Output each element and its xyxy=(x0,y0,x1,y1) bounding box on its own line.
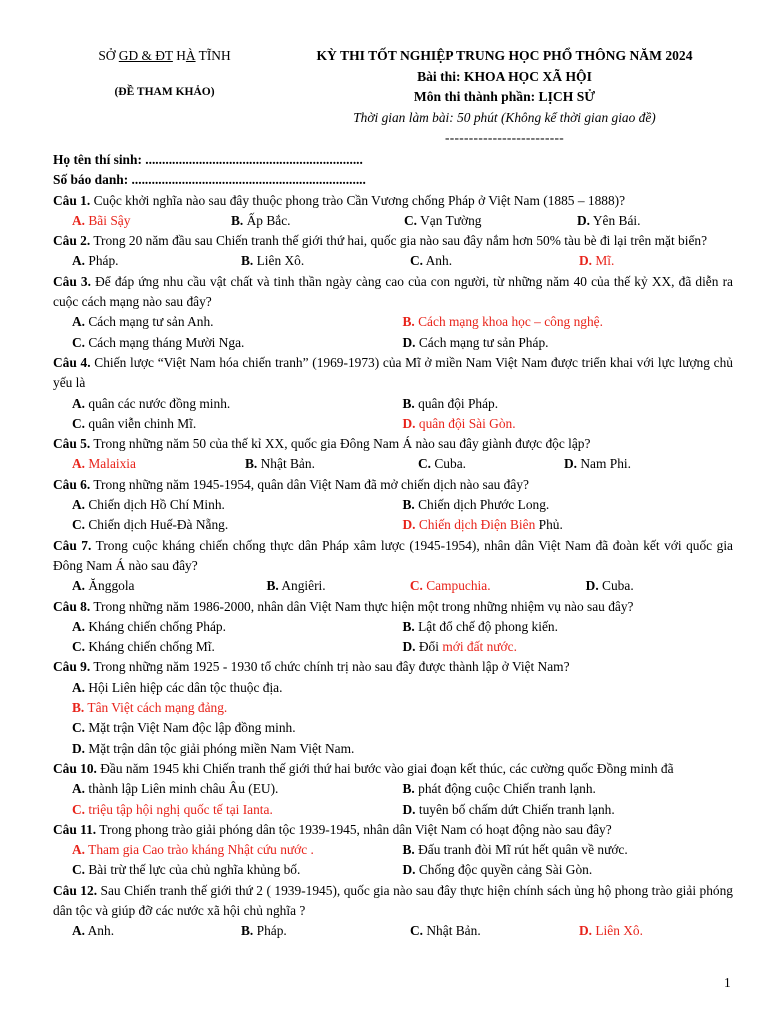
option-text: Liên Xô. xyxy=(253,253,305,269)
option-letter: D. xyxy=(402,415,416,431)
option-b xyxy=(403,617,734,637)
option-a xyxy=(72,576,266,596)
option-b xyxy=(403,840,734,860)
option-d xyxy=(403,637,734,657)
option-c xyxy=(418,454,564,474)
option-letter: D. xyxy=(402,862,416,878)
option-text: Cách mạng tư sản Pháp. xyxy=(415,334,549,350)
option-text: Đổi xyxy=(415,639,439,655)
options-row xyxy=(53,515,733,535)
option-letter: D. xyxy=(72,740,86,756)
question-text: Trong phong trào giải phóng dân tộc 1939-1945, nhân dân Việt Nam có hoạt động nào sau đây? xyxy=(96,821,612,837)
option-text: Cuba. xyxy=(431,456,466,472)
option-c xyxy=(404,211,577,231)
option-b xyxy=(231,211,404,231)
option-letter: D. xyxy=(585,578,599,594)
options-row xyxy=(53,454,733,474)
option-text: Nhật Bản. xyxy=(423,923,481,939)
option-letter: A. xyxy=(72,253,86,269)
option-text: tuyên bố chấm dứt Chiến tranh lạnh. xyxy=(415,801,615,817)
option-text: Tân Việt cách mạng đảng. xyxy=(84,700,228,716)
option-b xyxy=(241,251,410,271)
options-row xyxy=(53,251,733,271)
option-d xyxy=(403,860,734,880)
option-text: Vạn Tường xyxy=(417,212,482,228)
question-3 xyxy=(53,272,733,313)
option-letter: A. xyxy=(72,618,86,634)
option-letter: A. xyxy=(72,497,86,513)
question-text: Trong những năm 1986-2000, nhân dân Việt Nam thực hiện một trong những nhiệm vụ nào sau đây? xyxy=(90,598,634,614)
option-letter: C. xyxy=(404,212,418,228)
option-text: Chiến dịch Điện Biên xyxy=(415,517,536,533)
option-text: Nam Phi. xyxy=(577,456,631,472)
subject-title: Môn thi thành phần: LỊCH SỬ xyxy=(413,89,596,104)
option-text: Mặt trận Việt Nam độc lập đồng minh. xyxy=(85,720,296,736)
paper-title: Bài thi: KHOA HỌC XÃ HỘI xyxy=(417,68,592,84)
option-text: Kháng chiến chống Pháp. xyxy=(85,618,226,634)
option-text: Ănggola xyxy=(85,578,135,594)
option-text: Tham gia Cao trào kháng Nhật cứu nước . xyxy=(85,842,314,858)
option-text: Ấp Bắc. xyxy=(243,212,291,228)
option-letter: C. xyxy=(410,253,424,269)
option-text: Bài trừ thế lực của chủ nghĩa khủng bố. xyxy=(85,862,301,878)
option-d xyxy=(579,251,729,271)
options-row xyxy=(53,800,733,820)
question-label: Câu 4. xyxy=(53,354,91,370)
dept-suffix: TĨNH xyxy=(195,48,231,63)
option-text: Lật đổ chế độ phong kiến. xyxy=(414,618,558,634)
question-text: Trong những năm 1945-1954, quân dân Việt Nam đã mở chiến dịch nào sau đây? xyxy=(90,476,529,492)
question-text: Trong cuộc kháng chiến chống thực dân Pháp xâm lược (1945-1954), nhân dân Việt Nam đã đoàn kết với quốc gia Đông Nam Á nào sau đây? xyxy=(53,537,733,573)
options-row xyxy=(53,921,733,941)
option-text: Yên Bái. xyxy=(590,212,641,228)
option-letter: C. xyxy=(72,720,86,736)
option-letter: A. xyxy=(72,842,86,858)
question-4 xyxy=(53,353,733,394)
option-c xyxy=(72,333,403,353)
question-7 xyxy=(53,536,733,577)
option-text: Anh. xyxy=(423,253,453,269)
option-letter: C. xyxy=(72,801,86,817)
option-letter: B. xyxy=(231,212,244,228)
option-letter: C. xyxy=(72,517,86,533)
option-letter: C. xyxy=(410,923,424,939)
option-text: quân viễn chinh Mĩ. xyxy=(85,415,197,431)
option-text: quân đội Pháp. xyxy=(414,395,499,411)
option-text: quân đội Sài Gòn. xyxy=(415,415,516,431)
question-text: Sau Chiến tranh thế giới thứ 2 ( 1939-1945), quốc gia nào sau đây thực hiện chính sách ủng hộ phong trào giải phóng dân tộc và giúp đỡ các nước xã hội chủ nghĩa ? xyxy=(53,882,734,918)
option-text: Angiêri. xyxy=(278,578,326,594)
option-b xyxy=(245,454,418,474)
header-left xyxy=(62,46,267,99)
option-letter: B. xyxy=(266,578,279,594)
option-letter: D. xyxy=(402,334,416,350)
option-c xyxy=(72,860,403,880)
options-row xyxy=(53,414,733,434)
question-9 xyxy=(53,657,733,677)
question-label: Câu 3. xyxy=(53,273,91,289)
option-letter: A. xyxy=(72,456,86,472)
option-letter: D. xyxy=(402,801,416,817)
options-row xyxy=(53,495,733,515)
option-d xyxy=(403,333,734,353)
option-d xyxy=(403,515,734,535)
option-text-tail: mới đất nước. xyxy=(438,639,517,655)
options-row xyxy=(53,617,733,637)
header-divider: ------------------------- xyxy=(445,130,564,145)
option-c xyxy=(72,720,296,735)
option-text: Anh. xyxy=(85,923,115,939)
question-text: Đầu năm 1945 khi Chiến tranh thế giới thứ hai bước vào giai đoạn kết thúc, các cường quốc Đồng minh đã xyxy=(96,760,674,776)
option-b xyxy=(403,394,734,414)
option-letter: B. xyxy=(245,456,258,472)
option-text: Mặt trận dân tộc giải phóng miền Nam Việt Nam. xyxy=(85,740,355,756)
options-row xyxy=(53,394,733,414)
option-letter: A. xyxy=(72,578,86,594)
question-label: Câu 12. xyxy=(53,882,98,898)
question-text: Chiến lược “Việt Nam hóa chiến tranh” (1969-1973) của Mĩ ở miền Nam Việt Nam được triển khai với lực lượng chủ yếu là xyxy=(53,354,733,391)
option-a xyxy=(72,312,403,332)
option-c xyxy=(72,414,403,434)
option-c xyxy=(410,576,586,596)
option-text: Kháng chiến chống Mĩ. xyxy=(85,639,215,655)
question-label: Câu 11. xyxy=(53,821,97,837)
options-row xyxy=(53,333,733,353)
question-text: Để đáp ứng nhu cầu vật chất và tinh thần ngày càng cao của con người, từ những năm 40 của thế kỷ XX, đã diễn ra cuộc cách mạng nào sau đây? xyxy=(53,273,733,310)
question-6 xyxy=(53,475,733,495)
option-letter: A. xyxy=(72,212,86,228)
option-text: thành lập Liên minh châu Âu (EU). xyxy=(85,781,279,797)
option-letter: C. xyxy=(72,862,86,878)
option-text: Chiến dịch Hồ Chí Minh. xyxy=(85,497,225,513)
question-5 xyxy=(53,434,733,454)
options-row xyxy=(53,840,733,860)
option-letter: A. xyxy=(72,781,86,797)
question-text: Cuộc khởi nghĩa nào sau đây thuộc phong trào Cần Vương chống Pháp ở Việt Nam (1885 – 1888)? xyxy=(90,192,626,208)
option-letter: C. xyxy=(409,578,423,594)
header-right xyxy=(282,46,727,149)
sample-label: (ĐỀ THAM KHẢO) xyxy=(114,86,215,98)
option-text: Bãi Sậy xyxy=(85,212,131,228)
option-letter: A. xyxy=(72,923,86,939)
candidate-name-field: Họ tên thí sinh: ................................................................. xyxy=(53,152,363,167)
options-row xyxy=(53,211,733,231)
option-b xyxy=(241,921,410,941)
option-letter: B. xyxy=(241,253,254,269)
question-label: Câu 10. xyxy=(53,760,97,776)
option-letter: D. xyxy=(579,253,593,269)
option-d xyxy=(403,414,734,434)
question-label: Câu 2. xyxy=(53,233,91,249)
option-d xyxy=(579,921,729,941)
option-a xyxy=(72,840,403,860)
option-text: Cách mạng tháng Mười Nga. xyxy=(85,334,245,350)
option-d xyxy=(586,576,733,596)
options-row xyxy=(53,860,733,880)
option-a xyxy=(72,779,403,799)
option-d xyxy=(564,454,714,474)
time-limit: Thời gian làm bài: 50 phút (Không kể thời gian giao đề) xyxy=(353,109,656,125)
dept-gd: GD & ĐT xyxy=(118,48,173,63)
exam-title: KỲ THI TỐT NGHIỆP TRUNG HỌC PHỔ THÔNG NĂM 2024 xyxy=(316,48,693,63)
question-text: Trong những năm 1925 - 1930 tổ chức chính trị nào sau đây được thành lập ở Việt Nam? xyxy=(90,659,570,675)
options-row xyxy=(53,779,733,799)
option-b xyxy=(266,576,409,596)
option-c xyxy=(72,800,403,820)
option-text: Hội Liên hiệp các dân tộc thuộc địa. xyxy=(85,679,283,695)
option-text: triệu tập hội nghị quốc tế tại Ianta. xyxy=(85,801,273,817)
option-letter: D. xyxy=(402,517,416,533)
option-letter: D. xyxy=(579,923,593,939)
option-text: Chiến dịch Huế-Đà Nẵng. xyxy=(85,517,229,533)
option-letter: A. xyxy=(72,679,86,695)
question-text: Trong 20 năm đầu sau Chiến tranh thế giới thứ hai, quốc gia nào sau đây nắm hơn 50% tàu bè đi lại trên mặt biển? xyxy=(90,233,708,249)
option-b xyxy=(403,495,734,515)
question-label: Câu 5. xyxy=(53,436,91,452)
option-text: Chống độc quyền cảng Sài Gòn. xyxy=(415,862,593,878)
options-row xyxy=(53,637,733,657)
option-a xyxy=(72,454,245,474)
option-a xyxy=(72,617,403,637)
options-row xyxy=(53,576,733,596)
option-a xyxy=(72,495,403,515)
question-1 xyxy=(53,191,733,211)
question-11 xyxy=(53,820,733,840)
option-letter: B. xyxy=(241,923,254,939)
option-letter: B. xyxy=(402,618,415,634)
option-text: Mĩ. xyxy=(592,253,615,269)
option-text: Malaixia xyxy=(85,456,136,472)
options-row xyxy=(53,718,733,738)
option-letter: B. xyxy=(402,781,415,797)
option-letter: B. xyxy=(402,842,415,858)
option-a xyxy=(72,394,403,414)
question-12 xyxy=(53,881,733,922)
exam-content xyxy=(53,150,733,942)
options-row xyxy=(53,739,733,759)
option-c xyxy=(72,637,403,657)
department-name xyxy=(62,46,267,65)
option-text: Pháp. xyxy=(253,923,287,939)
option-letter: A. xyxy=(72,314,86,330)
option-a xyxy=(72,921,241,941)
option-d xyxy=(577,211,727,231)
options-row xyxy=(53,312,733,332)
option-c xyxy=(410,251,579,271)
options-row xyxy=(53,678,733,698)
options-row xyxy=(53,698,733,718)
option-letter: B. xyxy=(402,314,415,330)
option-d xyxy=(403,800,734,820)
option-letter: C. xyxy=(72,334,86,350)
option-text: Chiến dịch Phước Long. xyxy=(414,497,550,513)
option-letter: A. xyxy=(72,395,86,411)
option-c xyxy=(410,921,579,941)
option-b xyxy=(403,779,734,799)
option-letter: B. xyxy=(402,395,415,411)
option-text: quân các nước đồng minh. xyxy=(85,395,231,411)
option-text: phát động cuộc Chiến tranh lạnh. xyxy=(414,781,596,797)
option-text: Cách mạng tư sản Anh. xyxy=(85,314,214,330)
option-letter: C. xyxy=(72,639,86,655)
question-text: Trong những năm 50 của thế kỉ XX, quốc gia Đông Nam Á nào sau đây giành được độc lập? xyxy=(90,436,591,452)
option-letter: B. xyxy=(72,700,85,716)
question-2 xyxy=(53,231,733,251)
option-text: Cuba. xyxy=(598,578,634,594)
option-letter: C. xyxy=(418,456,432,472)
option-letter: B. xyxy=(402,497,415,513)
question-label: Câu 9. xyxy=(53,659,91,675)
page-number: 1 xyxy=(724,975,731,990)
question-label: Câu 8. xyxy=(53,598,91,614)
option-b xyxy=(72,700,227,715)
option-letter: D. xyxy=(402,639,416,655)
option-text-tail: Phủ. xyxy=(535,517,563,533)
question-label: Câu 6. xyxy=(53,476,91,492)
option-letter: D. xyxy=(564,456,578,472)
question-label: Câu 7. xyxy=(53,537,92,553)
option-text: Campuchia. xyxy=(422,578,491,594)
question-8 xyxy=(53,597,733,617)
candidate-id-field: Số báo danh: ...................................................................... xyxy=(53,172,366,188)
option-letter: D. xyxy=(577,212,591,228)
option-text: Liên Xô. xyxy=(592,923,643,939)
option-c xyxy=(72,515,403,535)
option-text: Nhật Bản. xyxy=(257,456,315,472)
option-a xyxy=(72,680,282,695)
option-a xyxy=(72,251,241,271)
question-list xyxy=(53,191,733,942)
option-a xyxy=(72,211,231,231)
option-b xyxy=(403,312,734,332)
question-10 xyxy=(53,759,733,779)
option-text: Đấu tranh đòi Mĩ rút hết quân về nước. xyxy=(414,842,628,858)
option-text: Pháp. xyxy=(85,253,119,269)
question-label: Câu 1. xyxy=(53,192,91,208)
option-d xyxy=(72,741,354,756)
dept-mid: H xyxy=(172,48,186,63)
option-text: Cách mạng khoa học – công nghệ. xyxy=(414,314,603,330)
option-letter: C. xyxy=(72,415,86,431)
dept-prefix: SỞ xyxy=(98,48,119,63)
dept-a: À xyxy=(185,48,196,63)
